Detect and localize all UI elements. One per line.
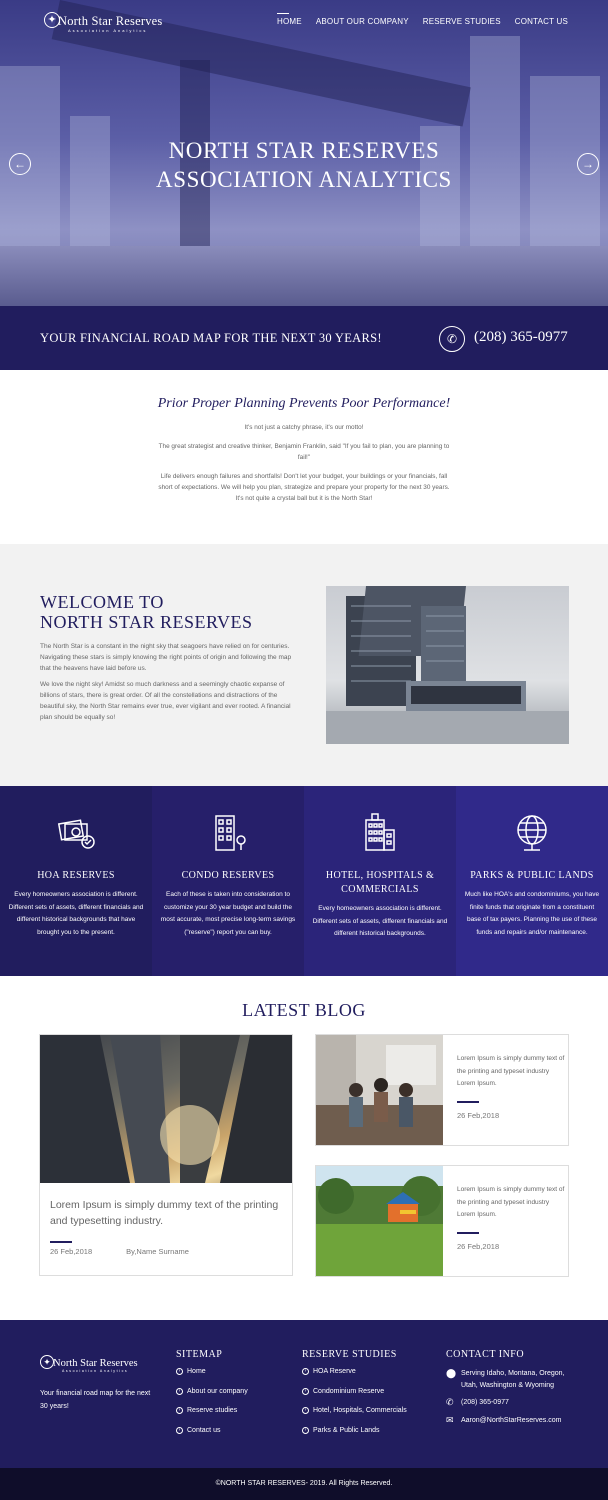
condo-building-icon: [208, 812, 248, 852]
service-text: Every homeowners association is different. Different sets of assets, different financials and different historical backgrounds that have brought you to the present.: [8, 891, 144, 936]
phone-number[interactable]: (208) 365-0977: [474, 329, 568, 345]
footer: [0, 1320, 608, 1468]
divider: [457, 1101, 479, 1103]
welcome-paragraph: We love the night sky! Amidst so much darkness and a seemingly chaotic expanse of billions of stars, there is great order. Of all the constellations and distractions of the beautiful sky, the North Star remains ever true, ever vigilant and ever rooted. A financial plan should be equally so!: [40, 681, 291, 721]
blog-post-date: 26 Feb,2018: [457, 1242, 500, 1251]
hotel-building-icon: [360, 812, 400, 852]
footer-sitemap: [176, 1349, 248, 1446]
contact-area-text: Serving Idaho, Montana, Oregon, Utah, Washington & Wyoming: [461, 1370, 565, 1389]
blog-post-small[interactable]: [315, 1034, 569, 1146]
service-text: Much like HOA's and condominiums, you have finite funds that originate from a constituent base of tax payers. Planning the use of these funds and repairs and/or maintenance.: [464, 891, 600, 936]
contact-phone-text: (208) 365-0977: [461, 1399, 509, 1406]
nav-contact[interactable]: CONTACT US: [514, 17, 568, 26]
hero-title-line2: ASSOCIATION ANALYTICS: [156, 167, 452, 192]
phone-icon: ✆: [439, 326, 465, 352]
footer-reserve-studies: [302, 1349, 407, 1446]
footer-link[interactable]: [176, 1407, 248, 1427]
footer-link-label: About our company: [187, 1387, 248, 1395]
footer-link[interactable]: [176, 1388, 248, 1408]
footer-link-label: Condominium Reserve: [313, 1387, 385, 1395]
blog-post-excerpt: Lorem Ipsum is simply dummy text of the printing and typeset industry Lorem Ipsum.: [457, 1055, 565, 1087]
chevron-right-icon: ›: [176, 1368, 183, 1375]
blog-post-date: 26 Feb,2018: [457, 1111, 500, 1120]
service-title: HOTEL, HOSPITALS & COMMERCIALS: [325, 870, 435, 895]
motto-paragraph: Life delivers enough failures and shortfalls! Don't let your budget, your buildings or your financials, fall short of expectations. We will help you plan, strategize and prepare your property for the next 30 years. It's not quite a crystal ball but it is the North Star!: [158, 473, 450, 502]
contact-area: [446, 1368, 574, 1391]
chevron-right-icon: ›: [176, 1388, 183, 1395]
welcome-heading-line2: NORTH STAR RESERVES: [40, 612, 253, 632]
chevron-right-icon: ›: [302, 1427, 309, 1434]
footer-link-label: HOA Reserve: [313, 1368, 356, 1375]
footer-link-label: Home: [187, 1368, 206, 1375]
footer-column-title: RESERVE STUDIES: [302, 1349, 397, 1360]
main-menu: [277, 17, 568, 26]
footer-link[interactable]: [176, 1427, 248, 1447]
welcome-heading-line1: WELCOME TO: [40, 592, 164, 612]
north-star-icon: ✦: [40, 1355, 54, 1369]
service-title: PARKS & PUBLIC LANDS: [470, 870, 594, 881]
slider-next-button[interactable]: [577, 153, 599, 175]
service-parks[interactable]: [456, 786, 608, 976]
nav-home[interactable]: HOME: [277, 17, 302, 26]
motto-heading: Prior Proper Planning Prevents Poor Performance!: [157, 396, 451, 411]
motto-paragraph: The great strategist and creative thinker, Benjamin Franklin, said "If you fail to plan, you are planning to fail!": [158, 443, 450, 461]
logo-subtitle: Association Analytics: [68, 28, 148, 33]
blog-section: [0, 976, 608, 1320]
service-hotel[interactable]: [304, 786, 456, 976]
site-logo[interactable]: [44, 14, 162, 33]
slider-prev-button[interactable]: [9, 153, 31, 175]
nav-reserve-studies[interactable]: RESERVE STUDIES: [422, 17, 501, 26]
service-condo[interactable]: [152, 786, 304, 976]
hero-title-line1: NORTH STAR RESERVES: [168, 138, 440, 163]
footer-link[interactable]: [302, 1427, 407, 1447]
blog-post-image: [316, 1166, 443, 1276]
divider: [457, 1232, 479, 1234]
copyright-bar: [0, 1468, 608, 1500]
map-pin-icon: ⬤: [446, 1368, 457, 1378]
motto-section: [0, 370, 608, 544]
footer-link[interactable]: [302, 1407, 407, 1427]
service-text: Each of these is taken into consideration to customize your 30 year budget and build the most accurate, most precise long-term savings ("reserve") report you can buy.: [160, 891, 296, 936]
divider: [50, 1241, 72, 1243]
blog-post-title: Lorem Ipsum is simply dummy text of the printing and typesetting industry.: [50, 1199, 279, 1227]
motto-paragraph: It's not just a catchy phrase, it's our motto!: [244, 424, 364, 431]
footer-link[interactable]: [302, 1368, 407, 1388]
tagline-bar: [0, 306, 608, 370]
arrow-right-icon: →: [582, 157, 594, 171]
hero-road: [0, 246, 608, 306]
service-hoa[interactable]: [0, 786, 152, 976]
contact-phone[interactable]: [446, 1397, 574, 1409]
logo-name: North Star Reserves: [53, 1358, 138, 1369]
footer-logo[interactable]: [40, 1358, 138, 1373]
service-text: Every homeowners association is different. Different sets of assets, different financials and different historical backgrounds.: [312, 905, 448, 937]
footer-link[interactable]: [302, 1388, 407, 1408]
nav-about[interactable]: ABOUT OUR COMPANY: [315, 17, 409, 26]
footer-contact: [446, 1349, 574, 1432]
blog-post-excerpt: Lorem Ipsum is simply dummy text of the printing and typeset industry Lorem Ipsum.: [457, 1186, 565, 1218]
welcome-building-image: [326, 586, 569, 744]
service-title: CONDO RESERVES: [181, 870, 275, 881]
chevron-right-icon: ›: [176, 1407, 183, 1414]
welcome-section: [0, 544, 608, 786]
blog-heading: LATEST BLOG: [242, 1000, 366, 1020]
services-section: [0, 786, 608, 976]
footer-link-label: Hotel, Hospitals, Commercials: [313, 1407, 407, 1414]
chevron-right-icon: ›: [302, 1388, 309, 1395]
contact-email[interactable]: [446, 1415, 574, 1427]
logo-name: North Star Reserves: [58, 14, 163, 28]
footer-link-label: Reserve studies: [187, 1407, 238, 1414]
footer-link[interactable]: [176, 1368, 248, 1388]
chevron-right-icon: ›: [176, 1427, 183, 1434]
blog-post-author: By,Name Surname: [126, 1247, 189, 1256]
top-nav: [0, 14, 608, 44]
phone-icon: ✆: [446, 1397, 454, 1407]
blog-post-meta: [50, 1247, 189, 1256]
footer-column-title: SITEMAP: [176, 1349, 223, 1360]
chevron-right-icon: ›: [302, 1368, 309, 1375]
footer-link-label: Contact us: [187, 1426, 221, 1434]
contact-email-text: Aaron@NorthStarReserves.com: [461, 1416, 562, 1424]
chevron-right-icon: ›: [302, 1407, 309, 1414]
logo-subtitle: Association Analytics: [62, 1369, 129, 1373]
welcome-text: [40, 641, 298, 723]
mail-icon: ✉: [446, 1414, 454, 1425]
arrow-left-icon: ←: [14, 157, 26, 171]
blog-post-featured[interactable]: [39, 1034, 293, 1276]
money-check-icon: [56, 812, 96, 852]
blog-post-small[interactable]: [315, 1165, 569, 1277]
footer-link-label: Parks & Public Lands: [313, 1426, 380, 1434]
blog-post-image: [316, 1035, 443, 1145]
service-title: HOA RESERVES: [37, 870, 115, 881]
welcome-heading: [40, 592, 253, 632]
footer-column-title: CONTACT INFO: [446, 1349, 525, 1360]
north-star-icon: ✦: [44, 12, 60, 28]
blog-post-image: [40, 1035, 292, 1183]
footer-tagline: Your financial road map for the next 30 years!: [40, 1390, 151, 1410]
copyright-text: ©NORTH STAR RESERVES- 2019. All Rights Reserved.: [215, 1480, 393, 1487]
blog-post-date: 26 Feb,2018: [50, 1247, 93, 1256]
welcome-paragraph: The North Star is a constant in the night sky that seagoers have relied on for centuries. Navigating these stars is simply knowing the right points of origin and following the map that the heavens have laid before us.: [40, 643, 292, 672]
hero-title: [0, 136, 608, 194]
tagline-text: YOUR FINANCIAL ROAD MAP FOR THE NEXT 30 YEARS!: [40, 331, 382, 345]
globe-icon: [512, 812, 552, 852]
hero-banner: [0, 0, 608, 306]
